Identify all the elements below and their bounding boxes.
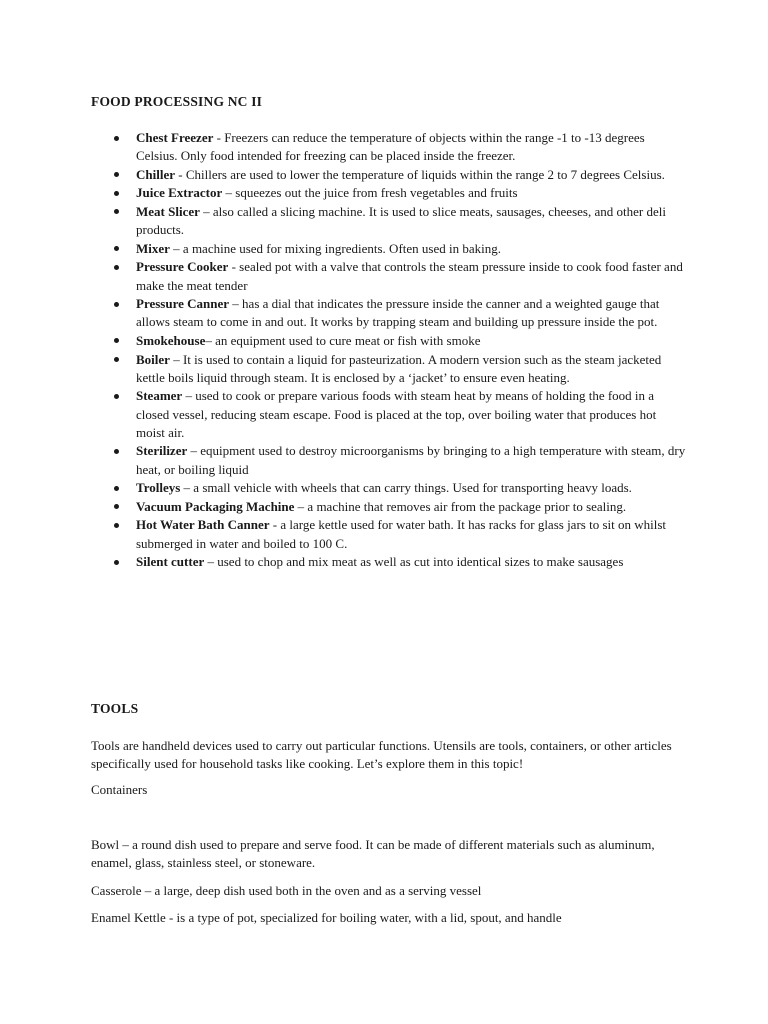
equipment-description: - Freezers can reduce the temperature of objects within the range -1 to -13 degrees Celsius. Only food intended for freezing can be placed inside the freezer. <box>136 130 645 164</box>
equipment-name: Juice Extractor <box>136 185 223 201</box>
containers-label: Containers <box>91 782 148 797</box>
casserole-paragraph: Casserole – a large, deep dish used both in the oven and as a serving vessel <box>91 883 482 898</box>
equipment-description: – also called a slicing machine. It is used to slice meats, sausages, cheeses, and other deli products. <box>136 203 666 238</box>
equipment-name: Pressure Cooker <box>136 259 229 275</box>
document-title: FOOD PROCESSING NC II <box>91 94 263 109</box>
equipment-name: Silent cutter <box>136 554 205 570</box>
equipment-description: – It is used to contain a liquid for pasteurization. A modern version such as the steam jacketed kettle boils liquid through steam. It is enclosed by a ‘jacket’ to ensure even heating. <box>136 351 662 385</box>
equipment-name: Chest Freezer <box>136 130 214 145</box>
equipment-list <box>108 129 688 572</box>
list-item <box>108 332 688 350</box>
equipment-name: Meat Slicer <box>136 203 200 219</box>
bowl-paragraph: Bowl – a round dish used to prepare and serve food. It can be made of different materials such as aluminum, enamel, glass, stainless steel, or stoneware. <box>91 837 655 871</box>
list-item <box>108 387 688 442</box>
list-item <box>108 184 688 202</box>
list-item <box>108 553 688 571</box>
equipment-description: – a machine that removes air from the package prior to sealing. <box>294 498 627 514</box>
list-item <box>108 240 688 258</box>
equipment-description: - Chillers are used to lower the temperature of liquids within the range 2 to 7 degrees Celsius. <box>175 166 665 182</box>
equipment-description: – squeezes out the juice from fresh vegetables and fruits <box>222 185 518 201</box>
tools-intro-paragraph: Tools are handheld devices used to carry out particular functions. Utensils are tools, containers, or other articles specifically used for household tasks like cooking. Let’s explore them in this topic! <box>91 738 672 772</box>
equipment-name: Hot Water Bath Canner <box>136 517 270 533</box>
equipment-name: Trolleys <box>136 480 181 496</box>
equipment-name: Steamer <box>136 388 183 404</box>
equipment-name: Vacuum Packaging Machine <box>136 498 295 514</box>
equipment-description: – has a dial that indicates the pressure inside the canner and a weighted gauge that allows steam to come in and out. It works by trapping steam and building up pressure inside the pot. <box>136 296 660 330</box>
list-item <box>108 479 688 497</box>
equipment-description: – a machine used for mixing ingredients. Often used in baking. <box>169 240 501 256</box>
list-item <box>108 129 688 165</box>
equipment-description: – used to cook or prepare various foods with steam heat by means of holding the food in a closed vessel, reducing steam escape. Food is placed at the top, over boiling water that produces hot moist air. <box>136 388 657 440</box>
equipment-name: Sterilizer <box>136 443 188 459</box>
equipment-name: Mixer <box>136 240 170 256</box>
equipment-description: - sealed pot with a valve that controls the steam pressure inside to cook food faster and make the meat tender <box>136 259 683 293</box>
equipment-description: – used to chop and mix meat as well as cut into identical sizes to make sausages <box>204 554 624 570</box>
equipment-name: Boiler <box>136 351 170 367</box>
equipment-description: – an equipment used to cure meat or fish with smoke <box>205 332 481 348</box>
equipment-description: – a small vehicle with wheels that can carry things. Used for transporting heavy loads. <box>180 480 632 496</box>
list-item <box>108 203 688 239</box>
equipment-description: – equipment used to destroy microorganisms by bringing to a high temperature with steam, dry heat, or boiling liquid <box>136 443 686 477</box>
tools-heading: TOOLS <box>91 701 139 716</box>
list-item <box>108 442 688 478</box>
list-item <box>108 516 688 552</box>
equipment-name: Smokehouse <box>136 332 206 348</box>
equipment-name: Pressure Canner <box>136 296 230 312</box>
equipment-description: - a large kettle used for water bath. It has racks for glass jars to sit on whilst submerged in water and boiled to 100 C. <box>136 517 667 551</box>
equipment-name: Chiller <box>136 166 175 182</box>
list-item <box>108 166 688 184</box>
enamel-kettle-paragraph: Enamel Kettle - is a type of pot, specialized for boiling water, with a lid, spout, and handle <box>91 910 562 925</box>
list-item <box>108 295 688 331</box>
list-item <box>108 351 688 387</box>
list-item <box>108 258 688 294</box>
list-item <box>108 498 688 516</box>
